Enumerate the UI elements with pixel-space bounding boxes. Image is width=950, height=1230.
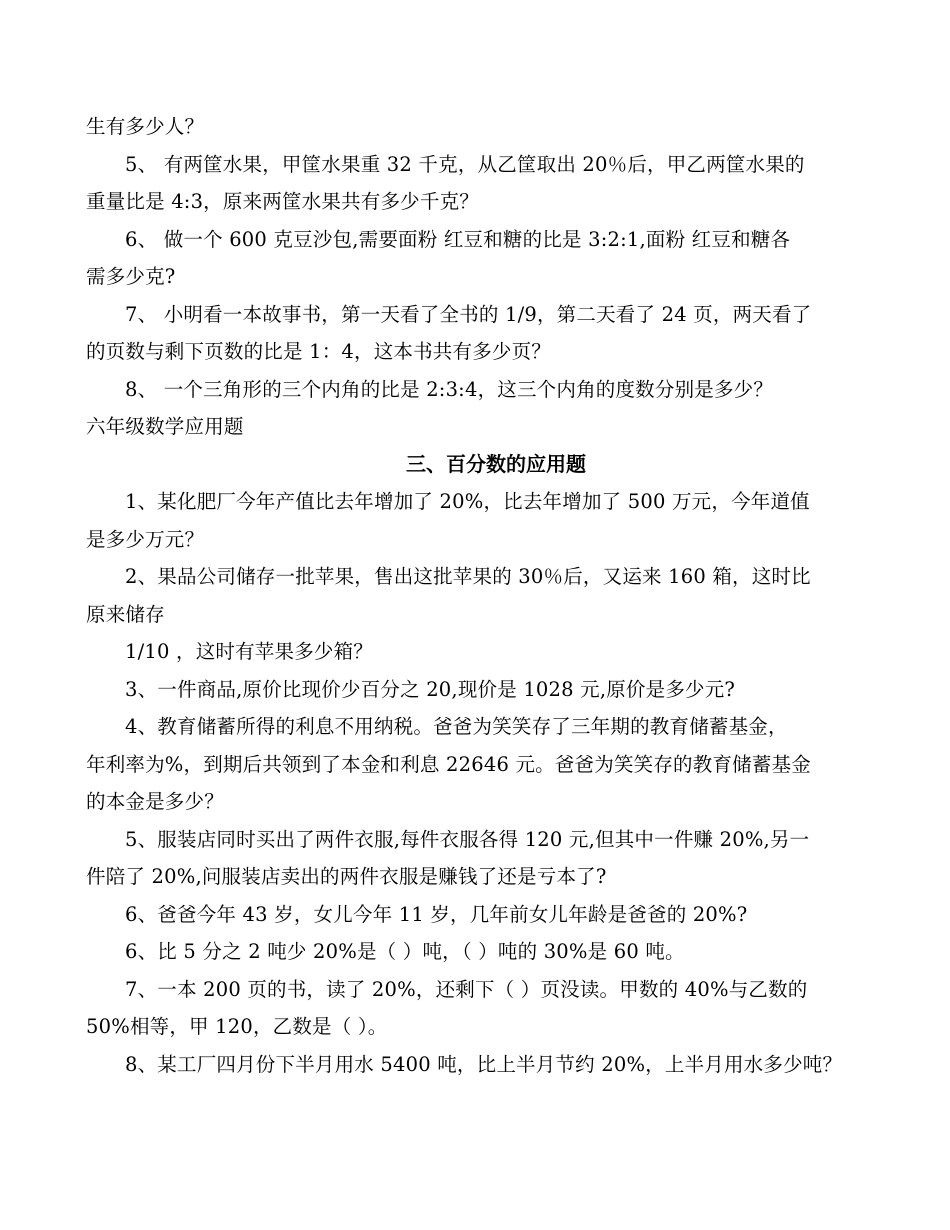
text-line: 4、教育储蓄所得的利息不用纳税。爸爸为笑笑存了三年期的教育储蓄基金，: [125, 715, 788, 738]
text-line: 50%相等，甲 120，乙数是（ ）。: [86, 1015, 388, 1038]
text-line: 5、服装店同时买出了两件衣服,每件衣服各得 120 元,但其中一件赚 20%,另一: [125, 827, 810, 851]
text-line: 8、 一个三角形的三个内角的比是 2:3:4，这三个内角的度数分别是多少？: [125, 377, 774, 401]
text-line: 的页数与剩下页数的比是 1：4，这本书共有多少页？: [86, 340, 552, 363]
document-subtitle: 六年级数学应用题: [86, 415, 244, 438]
text-line: 1/10 ，这时有苹果多少箱？: [125, 640, 373, 663]
section-heading: 三、百分数的应用题: [406, 451, 586, 476]
text-line: 件陪了 20%,问服装店卖出的两件衣服是赚钱了还是亏本了?: [86, 865, 607, 888]
text-line: 重量比是 4:3，原来两筐水果共有多少千克？: [86, 190, 479, 213]
text-line: 年利率为%，到期后共领到了本金和利息 22646 元。爸爸为笑笑存的教育储蓄基金: [86, 752, 811, 776]
text-line: 7、一本 200 页的书，读了 20%，还剩下（ ）页没读。甲数的 40%与乙数的: [125, 977, 808, 1001]
text-line: 8、某工厂四月份下半月用水 5400 吨，比上半月节约 20%，上半月用水多少吨？: [125, 1052, 843, 1076]
text-line: 需多少克?: [86, 265, 176, 288]
text-line: 2、果品公司储存一批苹果，售出这批苹果的 30％后，又运来 160 箱，这时比: [125, 565, 811, 588]
text-line: 6、比 5 分之 2 吨少 20%是（ ）吨，（ ）吨的 30%是 60 吨。: [125, 940, 685, 963]
document-page: [86, 108, 886, 1083]
text-line: 5、 有两筐水果，甲筐水果重 32 千克，从乙筐取出 20％后，甲乙两筐水果的: [125, 152, 805, 176]
text-line: 生有多少人？: [86, 115, 205, 138]
text-line: 6、爸爸今年 43 岁，女儿今年 11 岁，几年前女儿年龄是爸爸的 20%?: [125, 902, 748, 926]
text-line: 原来储存: [86, 602, 165, 626]
text-line: 是多少万元？: [86, 527, 205, 551]
text-line: 7、 小明看一本故事书，第一天看了全书的 1/9，第二天看了 24 页，两天看了: [125, 302, 812, 326]
text-line: 的本金是多少？: [86, 790, 224, 813]
text-line: 1、某化肥厂今年产值比去年增加了 20%，比去年增加了 500 万元，今年道值: [125, 490, 810, 513]
text-line: 3、一件商品,原价比现价少百分之 20,现价是 1028 元,原价是多少元?: [125, 677, 736, 701]
text-line: 6、 做一个 600 克豆沙包,需要面粉 红豆和糖的比是 3:2:1,面粉 红豆和糖各: [125, 227, 791, 251]
